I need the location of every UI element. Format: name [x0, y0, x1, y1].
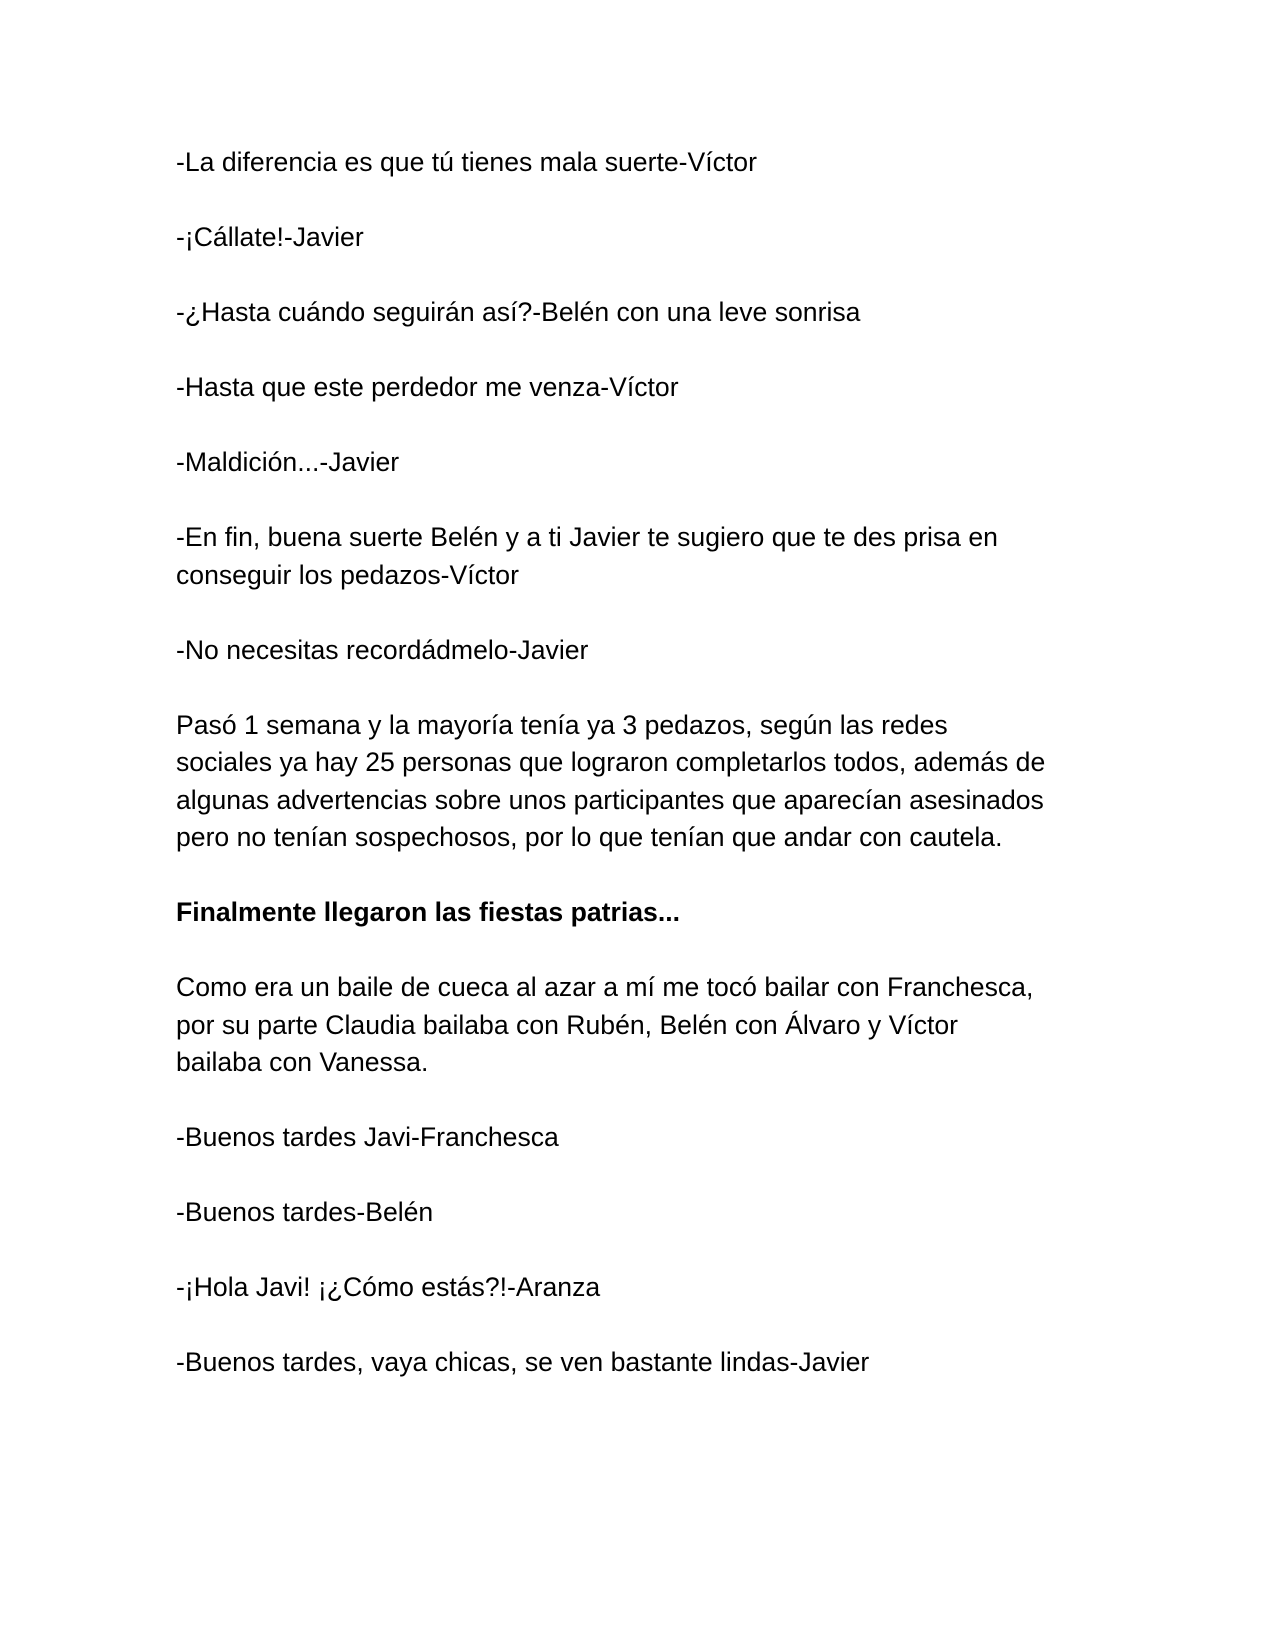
paragraph: -¡Cállate!-Javier: [176, 222, 364, 252]
paragraph: -Maldición...-Javier: [176, 447, 400, 477]
paragraph: -Buenos tardes, vaya chicas, se ven bastante lindas-Javier: [176, 1347, 870, 1377]
paragraph: Pasó 1 semana y la mayoría tenía ya 3 pedazos, según las redes sociales ya hay 25 personas que lograron completarlos todos, además de algunas advertencias sobre unos participantes que aparecían asesinados pero no tenían sospechosos, por lo que tenían que andar con cautela.: [176, 709, 1046, 852]
paragraph: Como era un baile de cueca al azar a mí me tocó bailar con Franchesca, por su parte Claudia bailaba con Rubén, Belén con Álvaro y Víctor bailaba con Vanessa.: [176, 972, 1034, 1077]
document-body: [176, 144, 1100, 1419]
paragraph: -La diferencia es que tú tienes mala suerte-Víctor: [176, 147, 757, 177]
section-heading: Finalmente llegaron las fiestas patrias...: [176, 897, 680, 927]
paragraph: -En fin, buena suerte Belén y a ti Javier te sugiero que te des prisa en conseguir los pedazos-Víctor: [176, 522, 998, 590]
paragraph: -¡Hola Javi! ¡¿Cómo estás?!-Aranza: [176, 1272, 601, 1302]
paragraph: -Buenos tardes-Belén: [176, 1197, 434, 1227]
paragraph: -Hasta que este perdedor me venza-Víctor: [176, 372, 679, 402]
paragraph: -No necesitas recordádmelo-Javier: [176, 634, 589, 665]
paragraph: -¿Hasta cuándo seguirán así?-Belén con una leve sonrisa: [176, 297, 861, 327]
paragraph: -Buenos tardes Javi-Franchesca: [176, 1122, 559, 1152]
